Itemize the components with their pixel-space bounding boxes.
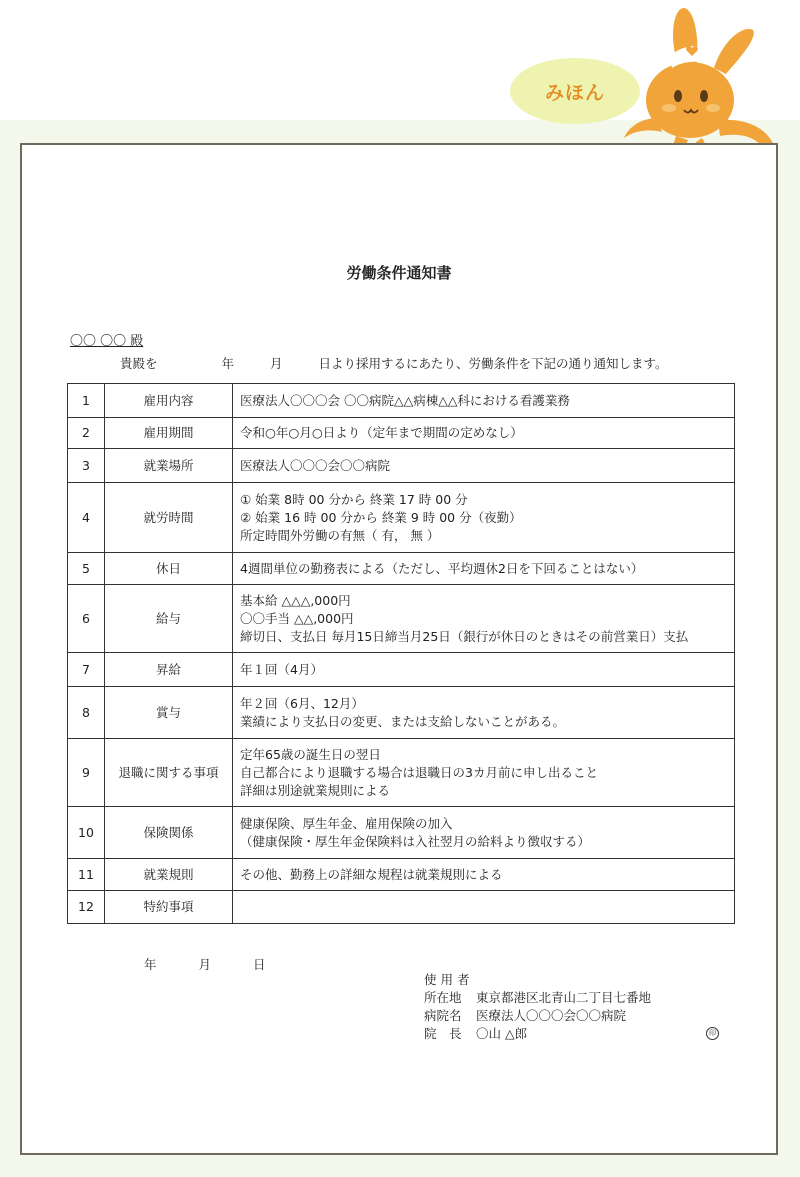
row-number: 7	[68, 653, 105, 687]
mascot-rabbit-icon	[618, 0, 800, 165]
conditions-table	[67, 383, 735, 924]
description-line: 年２回（6月、12月）	[240, 695, 364, 711]
date-year: 年	[144, 957, 157, 972]
row-number: 1	[68, 384, 105, 418]
description-line: ② 始業 16 時 00 分から 終業 9 時 00 分（夜勤）	[240, 509, 522, 525]
intro-prefix: 貴殿を	[120, 356, 158, 371]
row-number: 4	[68, 483, 105, 553]
row-item: 昇給	[105, 653, 233, 687]
employer-block	[424, 971, 724, 1043]
row-description	[233, 449, 735, 483]
description-line: 令和○年○月○日より（定年まで期間の定めなし）	[240, 425, 523, 440]
row-description	[233, 418, 735, 449]
table-row	[68, 449, 735, 483]
row-item: 特約事項	[105, 891, 233, 924]
row-number: 3	[68, 449, 105, 483]
table-row	[68, 859, 735, 891]
row-number: 2	[68, 418, 105, 449]
table-row	[68, 687, 735, 739]
description-line: 詳細は別途就業規則による	[240, 782, 391, 798]
address-label: 所在地	[424, 990, 462, 1005]
date-month: 月	[198, 957, 211, 972]
description-line: 基本給 △△△,000円	[240, 592, 351, 608]
description-line: 健康保険、厚生年金、雇用保険の加入	[240, 815, 453, 831]
intro-suffix: 日より採用するにあたり、労働条件を下記の通り通知します。	[318, 356, 668, 371]
row-description	[233, 585, 735, 653]
description-line: その他、勤務上の詳細な規程は就業規則による	[240, 866, 503, 882]
row-description	[233, 859, 735, 891]
table-row	[68, 739, 735, 807]
table-row	[68, 418, 735, 449]
row-description	[233, 807, 735, 859]
row-description	[233, 483, 735, 553]
table-row	[68, 807, 735, 859]
row-item: 就業規則	[105, 859, 233, 891]
table-row	[68, 553, 735, 585]
row-item: 賞与	[105, 687, 233, 739]
table-row	[68, 384, 735, 418]
director-label: 院 長	[424, 1026, 462, 1041]
sample-label: みほん	[544, 81, 605, 104]
description-line: 年１回（4月）	[240, 661, 323, 677]
description-line: 医療法人〇〇〇会〇〇病院	[240, 457, 391, 473]
description-line: 医療法人〇〇〇会 〇〇病院△△病棟△△科における看護業務	[240, 392, 570, 408]
date-day: 日	[252, 957, 266, 972]
description-line: （健康保険・厚生年金保険料は入社翌月の給料より徴収する）	[240, 833, 591, 849]
description-line: ① 始業 8時 00 分から 終業 17 時 00 分	[240, 491, 468, 507]
row-item: 給与	[105, 585, 233, 653]
row-item: 退職に関する事項	[105, 739, 233, 807]
row-item: 就労時間	[105, 483, 233, 553]
row-item: 就業場所	[105, 449, 233, 483]
hospital-label: 病院名	[424, 1008, 462, 1023]
description-line: 業績により支払日の変更、または支給しないことがある。	[240, 713, 566, 729]
description-line: 4週間単位の勤務表による（ただし、平均週休2日を下回ることはない）	[240, 560, 644, 576]
intro-line	[120, 354, 668, 372]
row-number: 5	[68, 553, 105, 585]
row-item: 雇用期間	[105, 418, 233, 449]
table-row	[68, 891, 735, 924]
table-row	[68, 653, 735, 687]
employer-address-row	[424, 989, 724, 1007]
hospital-value: 医療法人〇〇〇会〇〇病院	[476, 1008, 627, 1023]
table-row	[68, 585, 735, 653]
description-line: 〇〇手当 △△,000円	[240, 610, 354, 626]
row-number: 9	[68, 739, 105, 807]
seal-mark: 印	[706, 1027, 719, 1040]
director-value: 〇山 △郎	[476, 1026, 528, 1041]
document-paper	[20, 143, 778, 1155]
table-row	[68, 483, 735, 553]
description-line: 所定時間外労働の有無（ 有， 無 ）	[240, 527, 440, 543]
row-number: 8	[68, 687, 105, 739]
document-title: 労働条件通知書	[346, 264, 452, 282]
row-description	[233, 891, 735, 924]
row-description	[233, 687, 735, 739]
intro-year: 年	[221, 356, 235, 371]
row-description	[233, 384, 735, 418]
row-number: 10	[68, 807, 105, 859]
row-description	[233, 553, 735, 585]
employer-hospital-row	[424, 1007, 724, 1025]
row-item: 休日	[105, 553, 233, 585]
issue-date-line	[144, 955, 265, 973]
addressee: 〇〇 〇〇 殿	[70, 334, 144, 349]
employer-heading: 使 用 者	[424, 972, 470, 987]
row-item: 保険関係	[105, 807, 233, 859]
row-number: 6	[68, 585, 105, 653]
intro-month: 月	[270, 356, 283, 371]
row-number: 11	[68, 859, 105, 891]
row-item: 雇用内容	[105, 384, 233, 418]
employer-director-row	[424, 1025, 724, 1043]
description-line: 締切日、支払日 毎月15日締当月25日（銀行が休日のときはその前営業日）支払	[240, 628, 689, 644]
row-description	[233, 739, 735, 807]
row-number: 12	[68, 891, 105, 924]
description-line: 自己都合により退職する場合は退職日の3カ月前に申し出ること	[240, 764, 598, 780]
address-value: 東京都港区北青山二丁目七番地	[476, 990, 652, 1005]
description-line: 定年65歳の誕生日の翌日	[240, 746, 381, 762]
row-description	[233, 653, 735, 687]
